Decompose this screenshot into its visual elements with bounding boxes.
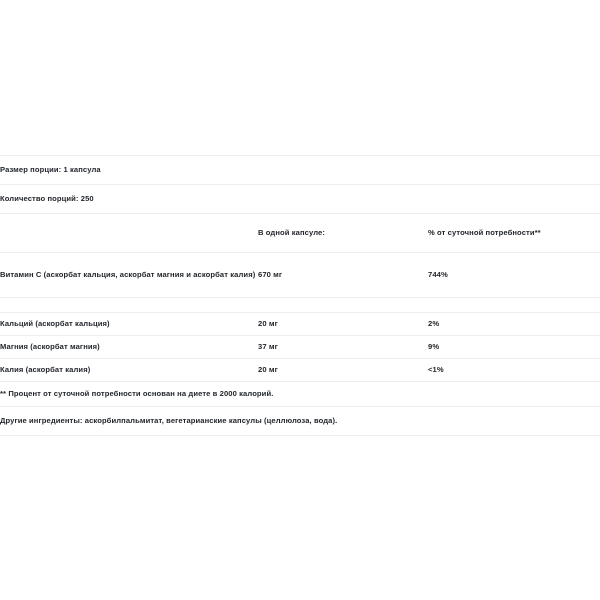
nutrient-amount: 670 мг <box>258 253 428 298</box>
nutrient-daily-value: 744% <box>428 253 600 298</box>
spacer-cell <box>0 298 600 313</box>
nutrient-name: Витамин C (аскорбат кальция, аскорбат магния и аскорбат калия) <box>0 253 258 298</box>
table-spacer-row <box>0 298 600 313</box>
other-ingredients-text: Другие ингредиенты: аскорбилпальмитат, вегетарианские капсулы (целлюлоза, вода). <box>0 407 600 436</box>
nutrient-amount: 20 мг <box>258 359 428 382</box>
table-row-footnote <box>0 382 600 407</box>
nutrient-amount: 20 мг <box>258 313 428 336</box>
nutrient-daily-value: 2% <box>428 313 600 336</box>
column-header-daily-value: % от суточной потребности** <box>428 214 600 253</box>
daily-value-footnote: ** Процент от суточной потребности основан на диете в 2000 калорий. <box>0 382 600 407</box>
servings-per-container-label: Количество порций: 250 <box>0 185 600 214</box>
nutrient-name: Кальций (аскорбат кальция) <box>0 313 258 336</box>
table-header-row <box>0 214 600 253</box>
nutrient-name: Магния (аскорбат магния) <box>0 336 258 359</box>
table-row <box>0 359 600 382</box>
nutrient-daily-value: 9% <box>428 336 600 359</box>
column-header-name <box>0 214 258 253</box>
table-row-servings-count <box>0 185 600 214</box>
serving-size-label: Размер порции: 1 капсула <box>0 156 600 185</box>
column-header-amount: В одной капсуле: <box>258 214 428 253</box>
table-row-other-ingredients <box>0 407 600 436</box>
nutrient-name: Калия (аскорбат калия) <box>0 359 258 382</box>
table-row <box>0 253 600 298</box>
table-row <box>0 313 600 336</box>
table-row <box>0 336 600 359</box>
nutrient-daily-value: <1% <box>428 359 600 382</box>
supplement-facts-table <box>0 155 600 436</box>
table-row-serving-size <box>0 156 600 185</box>
nutrient-amount: 37 мг <box>258 336 428 359</box>
